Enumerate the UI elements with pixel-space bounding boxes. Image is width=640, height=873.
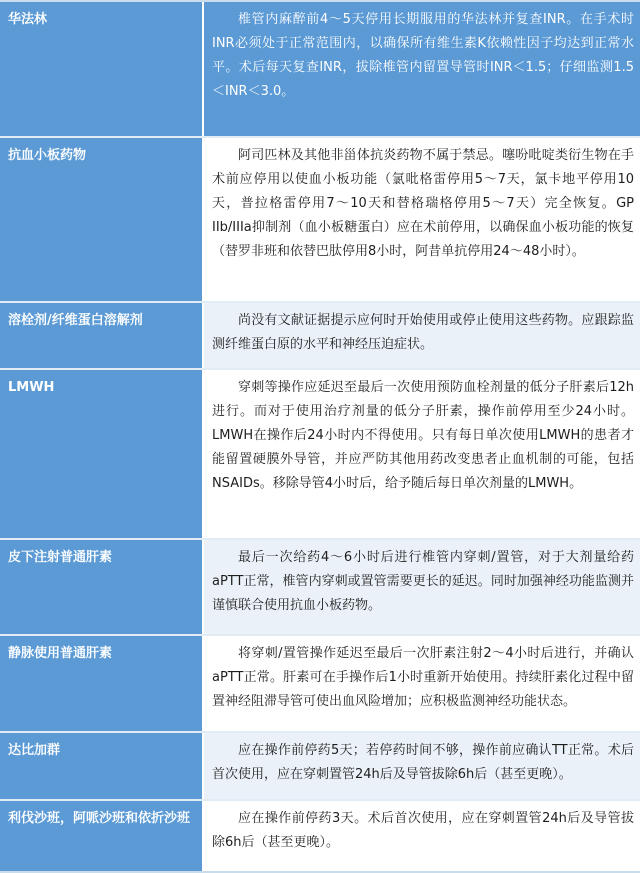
table-row	[0, 370, 640, 540]
drug-guidance: 应在操作前停药5天；若停药时间不够，操作前应确认TT正常。术后首次使用，应在穿刺置管24h后及导管拔除6h后（甚至更晚）。	[204, 733, 640, 799]
drug-guidance: 最后一次给药4～6小时后进行椎管内穿刺/置管，对于大剂量给药aPTT正常，椎管内穿刺或置管需要更长的延迟。同时加强神经功能监测并谨慎联合使用抗血小板药物。	[204, 540, 640, 634]
table-row	[0, 138, 640, 303]
table-row	[0, 733, 640, 801]
drug-guidance: 尚没有文献证据提示应何时开始使用或停止使用这些药物。应跟踪监测纤维蛋白原的水平和神经压迫症状。	[204, 303, 640, 368]
drug-label: LMWH	[0, 370, 204, 538]
table-row	[0, 540, 640, 636]
drug-label: 溶栓剂/纤维蛋白溶解剂	[0, 303, 204, 368]
table-row	[0, 303, 640, 370]
table-row	[0, 801, 640, 871]
drug-label: 华法林	[0, 2, 204, 136]
drug-guidance: 椎管内麻醉前4～5天停用长期服用的华法林并复查INR。在手术时INR必须处于正常范围内，以确保所有维生素K依赖性因子均达到正常水平。术后每天复查INR，拔除椎管内留置导管时INR＜1.5；仔细监测1.5＜INR＜3.0。	[204, 2, 640, 136]
drug-guidance: 应在操作前停药3天。术后首次使用，应在穿刺置管24h后及导管拔除6h后（甚至更晚）。	[204, 801, 640, 871]
drug-label: 达比加群	[0, 733, 204, 799]
table-row	[0, 2, 640, 138]
drug-label: 皮下注射普通肝素	[0, 540, 204, 634]
drug-guidance: 将穿刺/置管操作延迟至最后一次肝素注射2～4小时后进行，并确认aPTT正常。肝素可在手操作后1小时重新开始使用。持续肝素化过程中留置神经阻滞导管可使出血风险增加；应积极监测神经功能状态。	[204, 636, 640, 731]
drug-label: 利伐沙班，阿哌沙班和依折沙班	[0, 801, 204, 871]
drug-label: 静脉使用普通肝素	[0, 636, 204, 731]
table-row	[0, 636, 640, 733]
drug-guidance: 穿刺等操作应延迟至最后一次使用预防血栓剂量的低分子肝素后12h进行。而对于使用治疗剂量的低分子肝素，操作前停用至少24小时。LMWH在操作后24小时内不得使用。只有每日单次使用LMWH的患者才能留置硬膜外导管，并应严防其他用药改变患者止血机制的可能，包括NSAIDs。移除导管4小时后，给予随后每日单次剂量的LMWH。	[204, 370, 640, 538]
drug-label: 抗血小板药物	[0, 138, 204, 301]
drug-guidance: 阿司匹林及其他非甾体抗炎药物不属于禁忌。噻吩吡啶类衍生物在手术前应停用以使血小板功能（氯吡格雷停用5～7天，氯卡地平停用10天，普拉格雷停用7～10天和替格瑞格停用5～7天）完全恢复。GP IIb/IIIa抑制剂（血小板糖蛋白）应在术前停用，以确保血小板功能的恢复（替罗非班和依替巴肽停用8小时，阿昔单抗停用24～48小时）。	[204, 138, 640, 301]
